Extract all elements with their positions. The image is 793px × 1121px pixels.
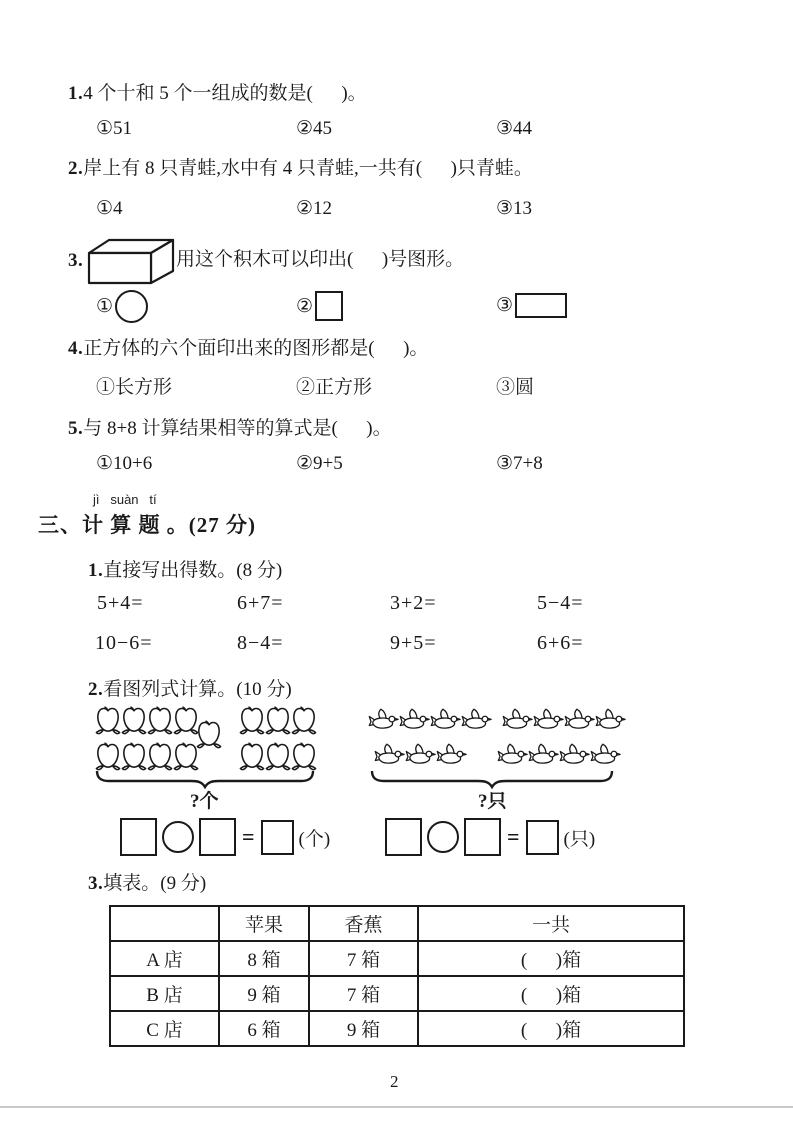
- cuboid-block-image: [87, 236, 175, 286]
- arith-item: 5+4=: [97, 592, 144, 614]
- bird-row-1: [368, 706, 630, 732]
- question-1: [68, 83, 367, 105]
- q5-option-2: ②9+5: [296, 453, 343, 474]
- peach-group: [239, 705, 317, 736]
- section-pinyin: jì suàn tí: [93, 492, 157, 507]
- bird-group: [368, 707, 492, 732]
- q1-option-3: ③44: [496, 118, 533, 139]
- question-5-number: 5.: [68, 418, 84, 439]
- q4-option-2: ②正方形: [296, 377, 373, 398]
- peach-group: [239, 741, 317, 772]
- bird-group: [502, 707, 626, 732]
- calc-sub3-number: 3.: [88, 873, 104, 894]
- header-cell-blank: [110, 906, 219, 941]
- store-cell: C 店: [110, 1011, 219, 1046]
- q2-option-2: ②12: [296, 198, 333, 219]
- arith-item: 6+6=: [537, 632, 584, 654]
- arith-item: 9+5=: [390, 632, 437, 654]
- apple-cell: 8 箱: [219, 941, 309, 976]
- bird-group: [497, 742, 621, 767]
- number-box: [120, 818, 157, 856]
- table-row: [110, 1011, 684, 1046]
- question-2-number: 2.: [68, 158, 84, 179]
- q3-option-1-mark: ①: [96, 296, 114, 317]
- question-3-text: [176, 249, 464, 271]
- arithmetic-row-1: [0, 592, 793, 618]
- fill-table: [109, 905, 685, 1047]
- arith-item: 3+2=: [390, 592, 437, 614]
- question-4-text: 正方体的六个面印出来的图形都是( )。: [83, 338, 429, 359]
- table-header-row: [110, 906, 684, 941]
- q1-option-1: ①51: [96, 118, 133, 139]
- question-4-options: [0, 372, 793, 402]
- peach-middle: [196, 719, 222, 750]
- banana-cell: 7 箱: [309, 941, 418, 976]
- banana-cell: 7 箱: [309, 976, 418, 1011]
- question-1-number: 1.: [68, 83, 84, 104]
- question-5-options: [0, 452, 793, 482]
- apple-cell: 6 箱: [219, 1011, 309, 1046]
- peaches-picture: [95, 704, 321, 772]
- question-3-options: [0, 288, 793, 328]
- question-1-text: 4 个十和 5 个一组成的数是( )。: [83, 83, 367, 104]
- total-cell: ( )箱: [418, 976, 684, 1011]
- page-bottom-edge: [0, 1106, 793, 1108]
- question-5-text: 与 8+8 计算结果相等的算式是( )。: [83, 418, 392, 439]
- arith-item: 10−6=: [95, 632, 153, 654]
- equation-right: [385, 818, 595, 856]
- header-cell-total: 一共: [418, 906, 684, 941]
- header-cell-apple: 苹果: [219, 906, 309, 941]
- calc-sub2-number: 2.: [88, 679, 104, 700]
- question-4: [68, 338, 428, 360]
- number-box: [464, 818, 501, 856]
- calc-sub3-title: [88, 868, 206, 895]
- rectangle-shape: [515, 293, 567, 318]
- q3-option-3-mark: ③: [496, 295, 514, 316]
- table-row: [110, 976, 684, 1011]
- question-2: [68, 158, 533, 180]
- unit-label: (只): [563, 828, 596, 850]
- total-cell: ( )箱: [418, 941, 684, 976]
- bird-row-2: [374, 741, 630, 767]
- result-box: [261, 820, 294, 855]
- table-row: [110, 941, 684, 976]
- question-1-options: [0, 117, 793, 147]
- calc-sub1-title: [88, 555, 282, 582]
- peach-group: [95, 741, 199, 772]
- calc-sub2-title: [88, 674, 292, 701]
- question-2-text: 岸上有 8 只青蛙,水中有 4 只青蛙,一共有( )只青蛙。: [83, 158, 533, 179]
- calc-sub1-number: 1.: [88, 560, 104, 581]
- square-shape: [315, 291, 343, 321]
- birds-picture: [368, 706, 630, 768]
- q4-option-1: ①长方形: [96, 377, 173, 398]
- q3-option-1: [96, 290, 148, 323]
- arith-item: 6+7=: [237, 592, 284, 614]
- bird-group: [374, 742, 467, 767]
- q3-option-3: [496, 293, 567, 318]
- page-number: 2: [390, 1072, 399, 1091]
- store-cell: B 店: [110, 976, 219, 1011]
- q3-option-2-mark: ②: [296, 295, 314, 317]
- equals-sign: =: [507, 824, 520, 849]
- arithmetic-row-2: [0, 632, 793, 658]
- equals-sign: =: [242, 824, 255, 849]
- q2-option-1: ①4: [96, 198, 123, 219]
- number-box: [385, 818, 422, 856]
- calc-sub3-text: 填表。(9 分): [103, 873, 207, 894]
- q1-option-2: ②45: [296, 118, 333, 139]
- question-3-number: 3.: [68, 250, 84, 271]
- apple-cell: 9 箱: [219, 976, 309, 1011]
- peaches-question: ?个: [190, 791, 219, 812]
- number-box: [199, 818, 236, 856]
- peach-group: [95, 705, 199, 736]
- section-title: 三、计 算 题 。(27 分): [38, 513, 256, 537]
- unit-label: (个): [298, 828, 331, 850]
- calc-sub2-text: 看图列式计算。(10 分): [103, 679, 292, 700]
- circle-shape: [115, 290, 148, 323]
- arith-item: 5−4=: [537, 592, 584, 614]
- calc-sub1-text: 直接写出得数。(8 分): [103, 560, 283, 581]
- total-cell: ( )箱: [418, 1011, 684, 1046]
- q4-option-3: ③圆: [496, 377, 535, 398]
- header-cell-banana: 香蕉: [309, 906, 418, 941]
- q3-option-2: [296, 291, 343, 321]
- question-3-text-label: 用这个积木可以印出( )号图形。: [176, 249, 465, 270]
- arith-item: 8−4=: [237, 632, 284, 654]
- birds-question: ?只: [478, 791, 507, 812]
- banana-cell: 9 箱: [309, 1011, 418, 1046]
- equation-left: [120, 818, 330, 856]
- question-2-options: [0, 197, 793, 227]
- operator-circle: [427, 821, 459, 853]
- q5-option-1: ①10+6: [96, 453, 153, 474]
- store-cell: A 店: [110, 941, 219, 976]
- operator-circle: [162, 821, 194, 853]
- q2-option-3: ③13: [496, 198, 533, 219]
- result-box: [526, 820, 559, 855]
- question-5: [68, 418, 392, 440]
- question-4-number: 4.: [68, 338, 84, 359]
- q5-option-3: ③7+8: [496, 453, 543, 474]
